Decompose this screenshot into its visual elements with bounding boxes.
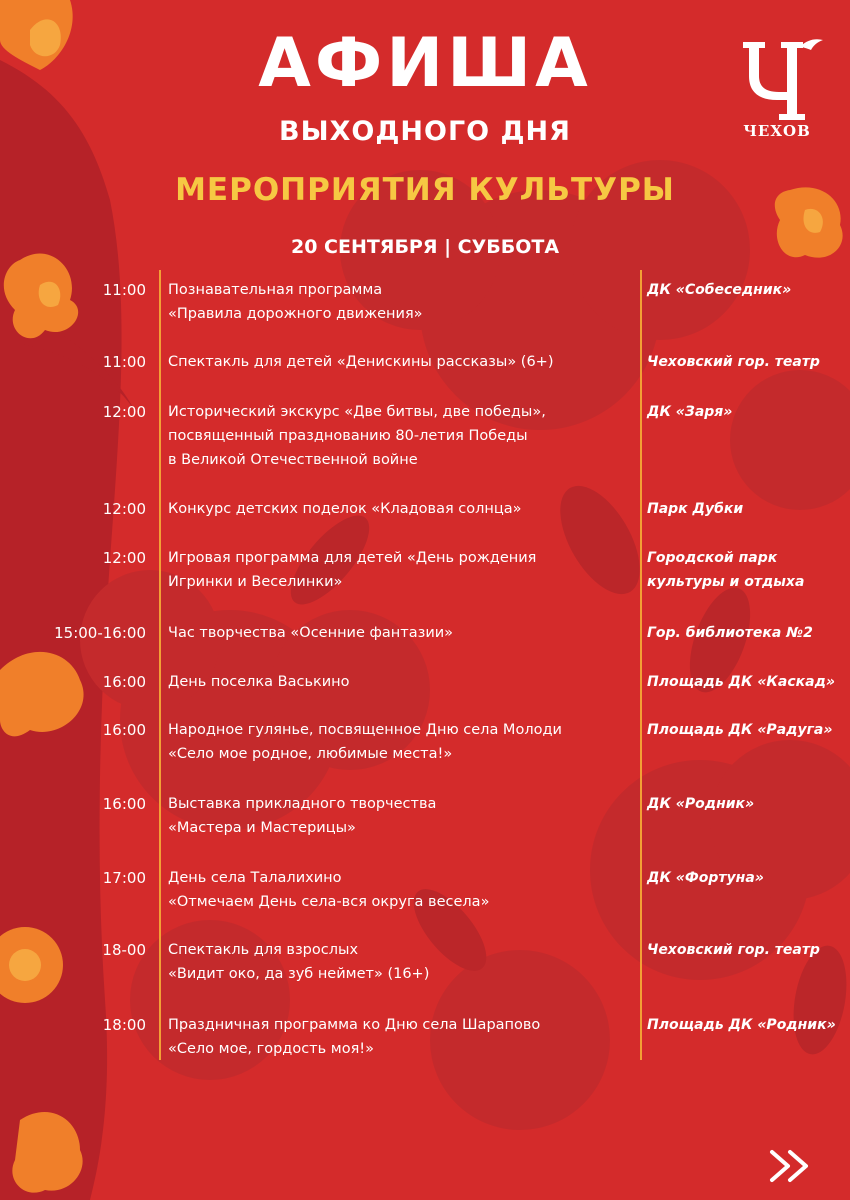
event-time: 11:00 [102, 281, 146, 299]
event-description-line: Выставка прикладного творчества [168, 796, 437, 812]
divider-right [640, 270, 642, 1060]
event-venue [647, 792, 847, 816]
poster-subtitle: ВЫХОДНОГО ДНЯ [279, 116, 571, 147]
event-description [168, 621, 633, 645]
event-description [168, 278, 633, 326]
double-chevron-right-icon[interactable] [766, 1146, 816, 1186]
event-description [168, 718, 633, 766]
event-time: 12:00 [102, 500, 146, 518]
event-description-line: Спектакль для детей «Денискины рассказы» (6+) [168, 354, 554, 370]
event-time: 12:00 [102, 403, 146, 421]
chekhov-logo-text: ЧЕХОВ [743, 122, 811, 140]
event-description-line: Народное гулянье, посвященное Дню села Молоди [168, 722, 562, 738]
event-venue-line: ДК «Собеседник» [647, 282, 792, 298]
event-description [168, 1013, 633, 1061]
event-description [168, 866, 633, 914]
event-venue-line: Площадь ДК «Родник» [647, 1017, 836, 1033]
event-description-line: Исторический экскурс «Две битвы, две победы», [168, 404, 546, 420]
event-venue [647, 546, 847, 594]
event-venue-line: Площадь ДК «Каскад» [647, 674, 835, 690]
event-venue [647, 350, 847, 374]
event-description-line: «Видит око, да зуб неймет» (16+) [168, 966, 430, 982]
event-description [168, 670, 633, 694]
event-venue-line: культуры и отдыха [647, 574, 805, 590]
event-venue [647, 670, 847, 694]
event-description-line: «Село мое родное, любимые места!» [168, 746, 453, 762]
event-description-line: «Правила дорожного движения» [168, 306, 423, 322]
event-venue-line: Чеховский гор. театр [647, 942, 820, 958]
event-description-line: Праздничная программа ко Дню села Шарапово [168, 1017, 541, 1033]
event-time: 11:00 [102, 353, 146, 371]
event-description-line: «Село мое, гордость моя!» [168, 1041, 374, 1057]
date-line: 20 СЕНТЯБРЯ | СУББОТА [290, 236, 560, 258]
event-time: 16:00 [102, 795, 146, 813]
event-time: 18:00 [102, 1016, 146, 1034]
event-venue-line: Городской парк [647, 550, 778, 566]
event-venue-line: ДК «Заря» [647, 404, 733, 420]
event-time: 18-00 [102, 941, 146, 959]
event-description-line: Познавательная программа [168, 282, 383, 298]
event-description-line: «Отмечаем День села-вся округа весела» [168, 894, 490, 910]
poster-title: АФИША [258, 24, 592, 103]
event-time: 16:00 [102, 673, 146, 691]
event-description [168, 497, 633, 521]
event-description-line: День села Талалихино [168, 870, 342, 886]
event-venue [647, 718, 847, 742]
event-description-line: Спектакль для взрослых [168, 942, 359, 958]
event-time: 12:00 [102, 549, 146, 567]
event-description [168, 400, 633, 472]
event-venue [647, 1013, 847, 1037]
event-description-line: Час творчества «Осенние фантазии» [168, 625, 454, 641]
event-venue-line: ДК «Родник» [647, 796, 755, 812]
event-venue [647, 497, 847, 521]
event-description [168, 792, 633, 840]
event-description-line: Игровая программа для детей «День рождения [168, 550, 537, 566]
event-venue-line: Чеховский гор. театр [647, 354, 820, 370]
event-venue-line: Гор. библиотека №2 [647, 625, 813, 641]
event-venue [647, 621, 847, 645]
event-description-line: «Мастера и Мастерицы» [168, 820, 356, 836]
event-description [168, 546, 633, 594]
event-venue-line: Площадь ДК «Радуга» [647, 722, 833, 738]
event-venue-line: Парк Дубки [647, 501, 744, 517]
event-venue [647, 866, 847, 890]
event-venue [647, 278, 847, 302]
event-description-line: Игринки и Веселинки» [168, 574, 343, 590]
event-venue [647, 400, 847, 424]
event-description-line: День поселка Васькино [168, 674, 350, 690]
event-description [168, 938, 633, 986]
section-title: МЕРОПРИЯТИЯ КУЛЬТУРЫ [175, 172, 675, 208]
event-time: 15:00-16:00 [54, 624, 146, 642]
event-venue [647, 938, 847, 962]
event-description [168, 350, 633, 374]
divider-left [159, 270, 161, 1060]
event-time: 16:00 [102, 721, 146, 739]
event-description-line: посвященный празднованию 80-летия Победы [168, 428, 528, 444]
event-venue-line: ДК «Фортуна» [647, 870, 764, 886]
event-description-line: Конкурс детских поделок «Кладовая солнца» [168, 501, 522, 517]
event-description-line: в Великой Отечественной войне [168, 452, 418, 468]
event-time: 17:00 [102, 869, 146, 887]
